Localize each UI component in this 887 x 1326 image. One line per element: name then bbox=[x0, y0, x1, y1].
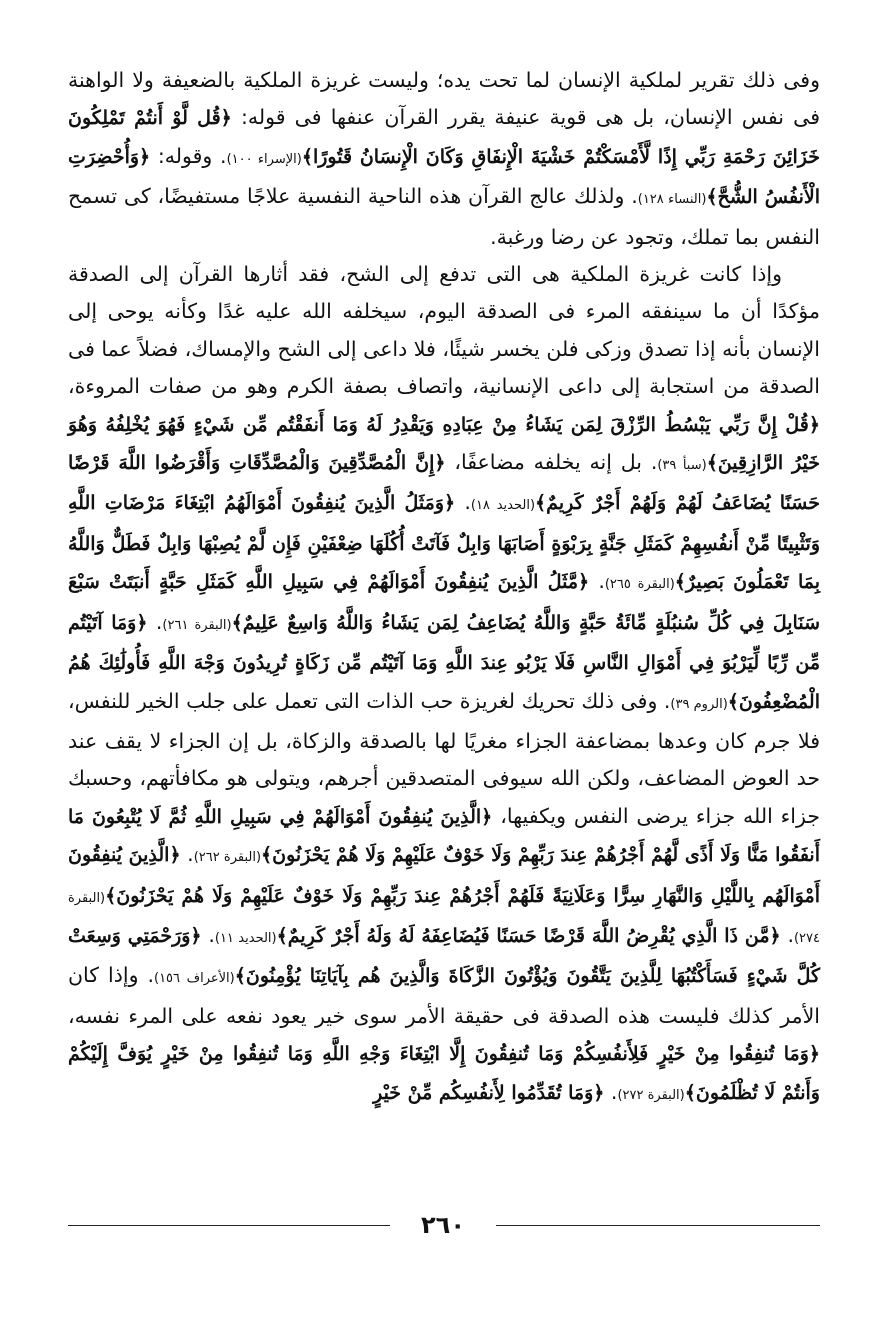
quran-verse: ﴿وَمَثَلُ الَّذِينَ يُنفِقُونَ أَمْوَالَهُمُ ابْتِغَاءَ مَرْضَاتِ اللَّهِ وَتَثْبِيتًا مِّنْ أَنفُسِهِمْ كَمَثَلِ جَنَّةٍ بِرَبْوَةٍ أَصَابَهَا وَابِلٌ فَآتَتْ أُكُلَهَا ضِعْفَيْنِ فَإِن لَّمْ يُصِبْهَا وَابِلٌ فَطَلٌّ وَاللَّهُ بِمَا تَعْمَلُونَ بَصِيرٌ﴾ bbox=[68, 492, 821, 594]
body-text: . bbox=[780, 922, 794, 947]
verse-reference: (الأعراف ١٥٦) bbox=[153, 971, 235, 987]
page-footer bbox=[68, 1206, 820, 1246]
quran-verse: ﴿الَّذِينَ يُنفِقُونَ أَمْوَالَهُمْ فِي سَبِيلِ اللَّهِ ثُمَّ لَا يُتْبِعُونَ مَا أَنفَقُوا مَنًّا وَلَا أَذًى لَّهُمْ أَجْرُهُمْ عِندَ رَبِّهِمْ وَلَا خَوْفٌ عَلَيْهِمْ وَلَا هُمْ يَحْزَنُونَ﴾ bbox=[68, 805, 820, 867]
verse-reference: (سبأ ٣٩) bbox=[657, 458, 707, 474]
verse-reference: (الروم ٣٩) bbox=[670, 696, 728, 712]
quran-verse: ﴿وَمَا آتَيْتُم مِّن رِّبًا لِّيَرْبُوَ فِي أَمْوَالِ النَّاسِ فَلَا يَرْبُو عِندَ اللَّهِ وَمَا آتَيْتُم مِّن زَكَاةٍ تُرِيدُونَ وَجْهَ اللَّهِ فَأُولَٰئِكَ هُمُ الْمُضْعِفُونَ﴾ bbox=[68, 611, 820, 713]
quran-verse: ﴿وَرَحْمَتِي وَسِعَتْ كُلَّ شَيْءٍ فَسَأَكْتُبُهَا لِلَّذِينَ يَتَّقُونَ وَيُؤْتُونَ الزَّكَاةَ وَالَّذِينَ هُم بِآيَاتِنَا يُؤْمِنُونَ﴾ bbox=[68, 924, 821, 988]
quran-verse: ﴿وَأُحْضِرَتِ الْأَنفُسُ الشُّحَّ﴾ bbox=[68, 145, 820, 209]
page-body bbox=[68, 62, 820, 1114]
footer-rule-right bbox=[496, 1225, 820, 1226]
body-text: . bbox=[455, 490, 471, 515]
verse-reference: (البقرة ٢٦٢) bbox=[193, 850, 262, 866]
quran-verse: ﴿وَمَا تُقَدِّمُوا لِأَنفُسِكُم مِّنْ خَيْرٍ bbox=[373, 1081, 605, 1104]
quran-verse: ﴿إِنَّ الْمُصَّدِّقِينَ وَالْمُصَّدِّقَاتِ وَأَقْرَضُوا اللَّهَ قَرْضًا حَسَنًا يُضَاعَفُ لَهُمْ وَلَهُمْ أَجْرٌ كَرِيمٌ﴾ bbox=[68, 452, 820, 515]
verse-reference: (البقرة ٢٧٤) bbox=[68, 890, 820, 946]
body-text: . bbox=[604, 1079, 618, 1104]
paragraph-1 bbox=[68, 62, 820, 256]
quran-verse: ﴿مَّن ذَا الَّذِي يُقْرِضُ اللَّهَ قَرْضًا حَسَنًا فَيُضَاعِفَهُ لَهُ وَلَهُ أَجْرٌ كَرِيمٌ﴾ bbox=[276, 924, 781, 947]
body-text: . بل إنه يخلفه مضاعفًا، bbox=[445, 450, 658, 475]
footer-rule-left bbox=[68, 1225, 390, 1226]
body-text: . bbox=[147, 609, 163, 634]
verse-reference: (البقرة ٢٧٢) bbox=[617, 1087, 685, 1103]
body-text: . وإذا كان الأمر كذلك فليست هذه الصدقة فى حقيقة الأمر سوى خير يعود نفعه على المرء نفسه، bbox=[68, 963, 820, 1028]
body-text: وإذا كانت غريزة الملكية هى التى تدفع إلى الشح، فقد أثارها القرآن إلى الصدقة مؤكدًا أن ما سينفقه المرء فى الصدقة اليوم، سيخلفه الله عليه غدًا وكأنه يوحى إلى الإنسان بأنه إذا تصدق وزكى فلن يخسر شيئًا، فلا داعى إلى الشح والإمساك، فضلاً عما فى الصدقة من استجابة إلى داعى الإنسانية، واتصاف بصفة الكرم وهو من صفات المروءة، bbox=[68, 262, 820, 399]
page-number: ٢٦٠ bbox=[421, 1211, 465, 1239]
verse-reference: (الحديد ١١) bbox=[214, 930, 277, 946]
body-text: . bbox=[589, 569, 605, 594]
body-text: . bbox=[201, 922, 215, 947]
body-text: . ولذلك عالج القرآن هذه الناحية النفسية علاجًا مستفيضًا، كى تسمح النفس بما تملك، وتجود عن رضا ورغبة. bbox=[68, 184, 820, 249]
verse-reference: (الحديد ١٨) bbox=[470, 498, 536, 514]
quran-verse: ﴿مَّثَلُ الَّذِينَ يُنفِقُونَ أَمْوَالَهُمْ فِي سَبِيلِ اللَّهِ كَمَثَلِ حَبَّةٍ أَنبَتَتْ سَبْعَ سَنَابِلَ فِي كُلِّ سُنبُلَةٍ مِّائَةُ حَبَّةٍ وَاللَّهُ يُضَاعِفُ لِمَن يَشَاءُ وَاللَّهُ وَاسِعٌ عَلِيمٌ﴾ bbox=[68, 571, 820, 634]
quran-verse: ﴿قُلْ إِنَّ رَبِّي يَبْسُطُ الرِّزْقَ لِمَن يَشَاءُ مِنْ عِبَادِهِ وَيَقْدِرُ لَهُ وَمَا أَنفَقْتُم مِّن شَيْءٍ فَهُوَ يُخْلِفُهُ وَهُوَ خَيْرُ الرَّازِقِينَ﴾ bbox=[68, 413, 820, 475]
body-text: . وفى ذلك تحريك لغريزة حب الذات التى تعمل على جلب الخير للنفس، فلا جرم كان وعدها بمضاعفة الجزاء مغريًا لها بالصدقة والزكاة، بل إن الجزاء لا يقف عند حد العوض المضاعف، ولكن الله سيوفى المتصدقين أجرهم، ويتولى هو مكافأتهم، وحسبك جزاء الله جزاء يرضى النفس ويكفيها، bbox=[68, 688, 820, 828]
paragraph-2 bbox=[68, 256, 820, 1114]
body-text: . bbox=[180, 842, 194, 867]
body-text: وفى ذلك تقرير لملكية الإنسان لما تحت يده؛ وليست غريزة الملكية بالضعيفة ولا الواهنة فى نفس الإنسان، بل هى قوية عنيفة يقرر القرآن عنفها فى قوله: bbox=[68, 68, 820, 130]
quran-verse: ﴿وَمَا تُنفِقُوا مِنْ خَيْرٍ فَلِأَنفُسِكُمْ وَمَا تُنفِقُونَ إِلَّا ابْتِغَاءَ وَجْهِ اللَّهِ وَمَا تُنفِقُوا مِنْ خَيْرٍ يُوَفَّ إِلَيْكُمْ وَأَنتُمْ لَا تُظْلَمُونَ﴾ bbox=[68, 1043, 820, 1104]
quran-verse: ﴿قُل لَّوْ أَنتُمْ تَمْلِكُونَ خَزَائِنَ رَحْمَةِ رَبِّي إِذًا لَّأَمْسَكْتُمْ خَشْيَةَ الْإِنفَاقِ وَكَانَ الْإِنسَانُ قَتُورًا﴾ bbox=[68, 107, 820, 168]
body-text: . وقوله: bbox=[150, 143, 227, 168]
verse-reference: (النساء ١٢٨) bbox=[637, 192, 707, 208]
verse-reference: (البقرة ٢٦١) bbox=[162, 617, 232, 633]
verse-reference: (الإسراء ١٠٠) bbox=[226, 151, 302, 167]
verse-reference: (البقرة ٢٦٥) bbox=[604, 577, 675, 593]
quran-verse: ﴿الَّذِينَ يُنفِقُونَ أَمْوَالَهُم بِاللَّيْلِ وَالنَّهَارِ سِرًّا وَعَلَانِيَةً فَلَهُمْ أَجْرُهُمْ عِندَ رَبِّهِمْ وَلَا خَوْفٌ عَلَيْهِمْ وَلَا هُمْ يَحْزَنُونَ﴾ bbox=[68, 844, 820, 907]
